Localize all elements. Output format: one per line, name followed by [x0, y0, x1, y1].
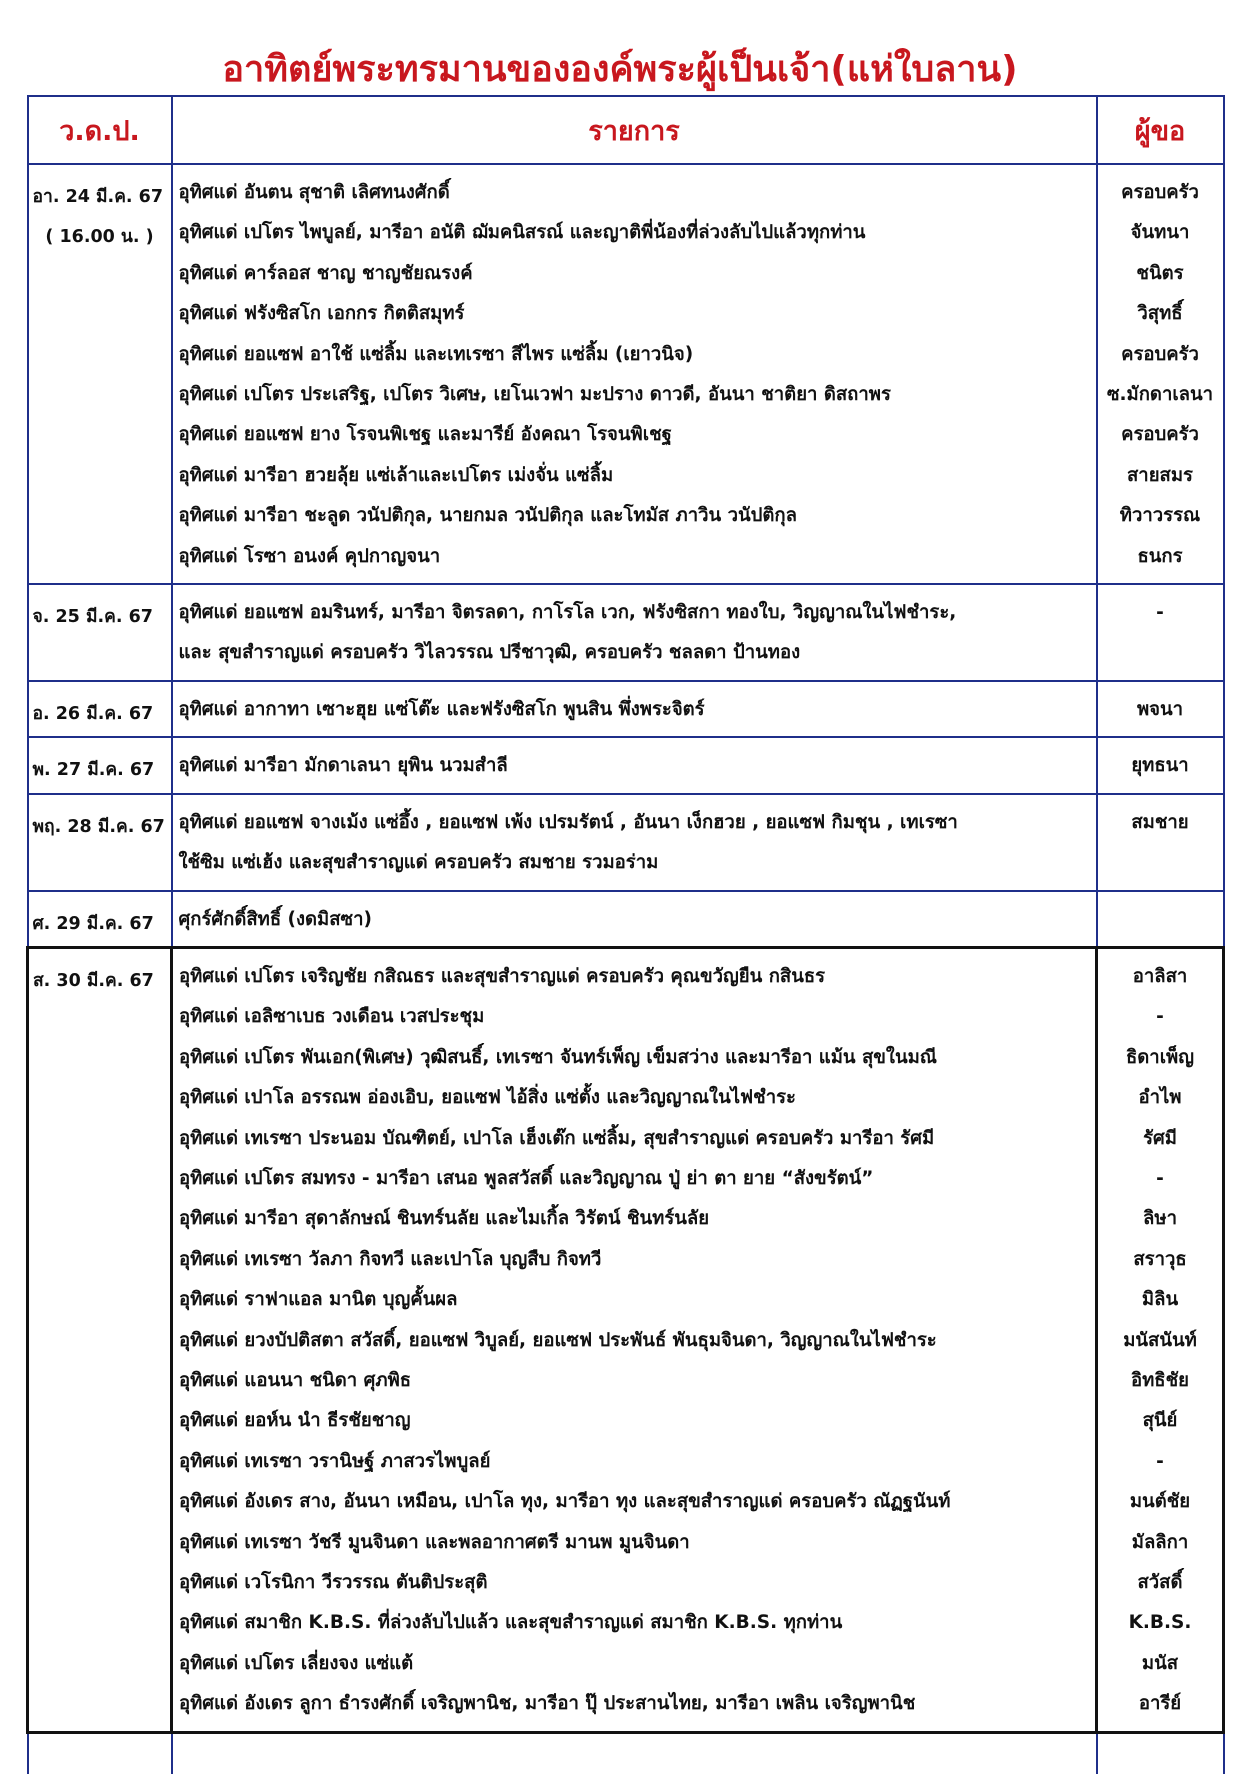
date-label: อ. 26 มี.ค. 67	[32, 703, 154, 724]
intention-item: อุทิศแด่ มารีอา สุดาลักษณ์ ชินทร์นลัย และไมเกิ้ล วิรัตน์ ชินทร์นลัย	[179, 1208, 710, 1230]
intention-item: อุทิศแด่ ยอแซฟ อาใช้ แซ่ลิ้ม และเทเรซา สีไพร แซ่ลิ้ม (เยาวนิจ)	[178, 343, 694, 365]
requester-name: พจนา	[1136, 698, 1184, 720]
requester-cell	[1097, 737, 1224, 793]
requester-name: วิสุทธิ์	[1137, 303, 1183, 325]
items-cell	[172, 891, 1097, 948]
time-label: ( 16.00 น. )	[45, 227, 154, 247]
requester-name: -	[1156, 1167, 1164, 1189]
table-row	[28, 947, 1224, 1732]
requester-name: ชนิตร	[1136, 262, 1184, 284]
items-cell	[172, 681, 1097, 737]
header-requester: ผู้ขอ	[1097, 96, 1224, 164]
intention-item: อุทิศแด่ มารีอา ชะลูด วนัปติกุล, นายกมล วนัปติกุล และโทมัส ภาวิน วนัปติกุล	[178, 505, 797, 527]
date-cell	[28, 164, 172, 584]
intentions-table	[26, 95, 1225, 1774]
intention-item: อุทิศแด่ อันตน สุชาติ เลิศทนงศักดิ์	[178, 182, 450, 203]
date-label: พฤ. 28 มี.ค. 67	[32, 816, 165, 837]
intention-item: อุทิศแด่ เทเรซา วัลภา กิจทวี และเปาโล บุญสืบ กิจทวี	[179, 1248, 602, 1270]
date-cell	[28, 737, 172, 793]
intention-item: อุทิศแด่ เปโตร ประเสริฐ, เปโตร วิเศษ, เยโนเวฟา มะปราง ดาวดี, อันนา ชาติยา ดิสถาพร	[178, 384, 891, 406]
empty-cell	[172, 1732, 1097, 1774]
date-cell	[28, 681, 172, 737]
table-row	[28, 737, 1224, 793]
intention-item: อุทิศแด่ คาร์ลอส ชาญ ชาญชัยณรงค์	[178, 262, 473, 284]
intention-item: อุทิศแด่ โรซา อนงค์ คุปกาญจนา	[178, 545, 441, 567]
requester-name: มัลลิกา	[1131, 1531, 1189, 1553]
table-row	[28, 891, 1224, 948]
intention-item: อุทิศแด่ เอลิซาเบธ วงเดือน เวสประชุม	[179, 1006, 485, 1028]
header-date: ว.ด.ป.	[28, 96, 172, 164]
requester-name: จันทนา	[1130, 222, 1190, 244]
table-row	[28, 681, 1224, 737]
table-header-row	[28, 96, 1224, 164]
intention-item: อุทิศแด่ เปาโล อรรณพ อ่องเอิบ, ยอแซฟ ไอ้สิ่ง แซ่ตั้ง และวิญญาณในไฟชำระ	[179, 1087, 796, 1109]
intention-item: อุทิศแด่ อังเดร สาง, อันนา เหมือน, เปาโล ทุง, มารีอา ทุง และสุขสำราญแด่ ครอบครัว ณัฏฐนันท์	[179, 1491, 951, 1513]
intention-item: อุทิศแด่ เปโตร เลี่ยงจง แซ่แต้	[179, 1652, 414, 1674]
requester-name: ธิดาเพ็ญ	[1126, 1046, 1194, 1068]
intention-item: อุทิศแด่ ยอแซฟ อมรินทร์, มารีอา จิตรลดา, กาโรโล เวก, ฟรังซิสกา ทองใบ, วิญญาณในไฟชำระ,	[178, 602, 957, 624]
requester-name: มนัสนันท์	[1123, 1329, 1197, 1351]
table-row	[28, 584, 1224, 681]
page-title: อาทิตย์พระทรมานขององค์พระผู้เป็นเจ้า(แห่ใบลาน)	[222, 49, 1018, 90]
intention-item: อุทิศแด่ อากาทา เซาะฮุย แซ่โต๊ะ และฟรังซิสโก พูนสิน พึ่งพระจิตร์	[178, 698, 705, 720]
requester-cell	[1097, 947, 1224, 1732]
header-items: รายการ	[172, 96, 1097, 164]
date-cell	[28, 794, 172, 891]
requester-name: ลิษา	[1143, 1208, 1177, 1230]
intention-item: อุทิศแด่ ยอแซฟ ยาง โรจนพิเชฐ และมารีย์ อังคณา โรจนพิเชฐ	[178, 424, 672, 446]
requester-cell	[1097, 891, 1224, 948]
requester-name: ครอบครัว	[1121, 182, 1199, 203]
requester-name: สุนีย์	[1142, 1410, 1178, 1432]
intention-item: อุทิศแด่ ยวงบัปติสตา สวัสดิ์, ยอแซฟ วิบูลย์, ยอแซฟ ประพันธ์ พันธุมจินดา, วิญญาณในไฟชำระ	[179, 1329, 937, 1351]
table-row	[28, 794, 1224, 891]
intention-item: อุทิศแด่ ฟรังซิสโก เอกกร กิตติสมุทร์	[178, 303, 465, 325]
intention-item: อุทิศแด่ เปโตร สมทรง - มารีอา เสนอ พูลสวัสดิ์ และวิญญาณ ปู่ ย่า ตา ยาย “สังขรัตน์”	[179, 1167, 874, 1189]
intention-item: อุทิศแด่ เปโตร ไพบูลย์, มารีอา อนัติ ฌัมคนิสรณ์ และญาติพี่น้องที่ล่วงลับไปแล้วทุกท่าน	[178, 222, 866, 244]
requester-name: อารีย์	[1138, 1693, 1182, 1715]
items-cell	[172, 737, 1097, 793]
date-cell	[28, 947, 172, 1732]
date-cell	[28, 584, 172, 681]
empty-cell	[1097, 1732, 1224, 1774]
date-label: อา. 24 มี.ค. 67	[32, 187, 164, 207]
requester-name: สราวุธ	[1133, 1248, 1187, 1270]
requester-name: -	[1156, 1450, 1164, 1472]
requester-name: มนต์ชัย	[1129, 1491, 1191, 1513]
requester-cell	[1097, 794, 1224, 891]
intention-item: อุทิศแด่ เทเรซา ประนอม บัณฑิตย์, เปาโล เฮ็งเต๊ก แซ่ลิ้ม, สุขสำราญแด่ ครอบครัว มารีอา รัศมี	[179, 1127, 935, 1149]
requester-name: สวัสดิ์	[1137, 1572, 1183, 1593]
intention-item: อุทิศแด่ เปโตร เจริญชัย กสิณธร และสุขสำราญแด่ ครอบครัว คุณขวัญยืน กสินธร	[179, 965, 826, 987]
items-cell	[172, 164, 1097, 584]
intention-item: อุทิศแด่ ราฟาแอล มานิต บุญคั้นผล	[179, 1289, 458, 1311]
requester-name: ซ.มักดาเลนา	[1106, 384, 1214, 406]
requester-name: สายสมร	[1127, 464, 1193, 486]
intention-item: ศุกร์ศักดิ์สิทธิ์ (งดมิสซา)	[178, 908, 372, 930]
intention-item: อุทิศแด่ แอนนา ชนิดา ศุภพิธ	[179, 1369, 412, 1391]
requester-cell	[1097, 584, 1224, 681]
requester-name: อิทธิชัย	[1131, 1369, 1189, 1391]
intention-item: อุทิศแด่ เปโตร พันเอก(พิเศษ) วุฒิสนธิ์, เทเรซา จันทร์เพ็ญ เข็มสว่าง และมารีอา แม้น สุขในมณี	[179, 1046, 937, 1068]
requester-name: รัศมี	[1143, 1127, 1177, 1149]
date-label: ศ. 29 มี.ค. 67	[32, 913, 154, 934]
intention-item: อุทิศแด่ สมาชิก K.B.S. ที่ล่วงลับไปแล้ว และสุขสำราญแด่ สมาชิก K.B.S. ทุกท่าน	[179, 1612, 843, 1634]
requester-name: K.B.S.	[1128, 1612, 1192, 1634]
intention-item: อุทิศแด่ ยอแซฟ จางเม้ง แซ่อึ้ง , ยอแซฟ เพ้ง เปรมรัตน์ , อันนา เง็กฮวย , ยอแซฟ กิมชุน , เทเรซา	[178, 811, 958, 833]
intention-item: อุทิศแด่ เวโรนิกา วีรวรรณ ตันติประสุติ	[179, 1572, 488, 1593]
table-body	[28, 164, 1224, 1774]
date-label: จ. 25 มี.ค. 67	[32, 607, 153, 628]
date-label: พ. 27 มี.ค. 67	[32, 760, 155, 781]
requester-name: ครอบครัว	[1121, 424, 1199, 446]
table-row	[28, 164, 1224, 584]
intention-item: อุทิศแด่ ยอห์น นำ ธีรชัยชาญ	[179, 1410, 411, 1432]
requester-name: -	[1156, 1006, 1164, 1028]
intention-item: อุทิศแด่ มารีอา ฮวยลุ้ย แซ่เล้าและเปโตร เม่งจั่น แซ่ลิ้ม	[178, 464, 614, 486]
items-cell	[172, 584, 1097, 681]
requester-name: ยุทธนา	[1131, 755, 1189, 777]
requester-name: มนัส	[1141, 1652, 1179, 1674]
requester-name: อาลิสา	[1132, 965, 1188, 987]
intention-item: อุทิศแด่ มารีอา มักดาเลนา ยุพิน นวมสำลี	[178, 755, 508, 777]
requester-cell	[1097, 164, 1224, 584]
items-cell	[172, 794, 1097, 891]
requester-name: ทิวาวรรณ	[1119, 505, 1201, 527]
requester-cell	[1097, 681, 1224, 737]
intention-item: และ สุขสำราญแด่ ครอบครัว วิไลวรรณ ปรีชาวุฒิ, ครอบครัว ชลลดา ป้านทอง	[178, 642, 801, 664]
items-cell	[172, 947, 1097, 1732]
requester-name: ครอบครัว	[1121, 343, 1199, 365]
intention-item: อุทิศแด่ อังเดร ลูกา ธำรงศักดิ์ เจริญพานิช, มารีอา ปุ๊ ประสานไทย, มารีอา เพลิน เจริญพานิช	[179, 1693, 916, 1715]
empty-row	[28, 1732, 1224, 1774]
intention-item: อุทิศแด่ เทเรซา วรานิษฐ์ ภาสวรไพบูลย์	[179, 1450, 491, 1472]
requester-name: อำไพ	[1138, 1087, 1182, 1109]
requester-name: สมชาย	[1131, 811, 1189, 833]
intention-item: อุทิศแด่ เทเรซา วัชรี มูนจินดา และพลอากาศตรี มานพ มูนจินดา	[179, 1531, 690, 1553]
date-cell	[28, 891, 172, 948]
requester-name: มิลิน	[1141, 1289, 1179, 1311]
date-label: ส. 30 มี.ค. 67	[33, 970, 154, 991]
requester-name: ธนกร	[1137, 545, 1183, 567]
empty-cell	[28, 1732, 172, 1774]
requester-name: -	[1156, 602, 1164, 624]
intention-item: ใช้ซิม แซ่เฮ้ง และสุขสำราญแด่ ครอบครัว สมชาย รวมอร่าม	[178, 852, 659, 874]
